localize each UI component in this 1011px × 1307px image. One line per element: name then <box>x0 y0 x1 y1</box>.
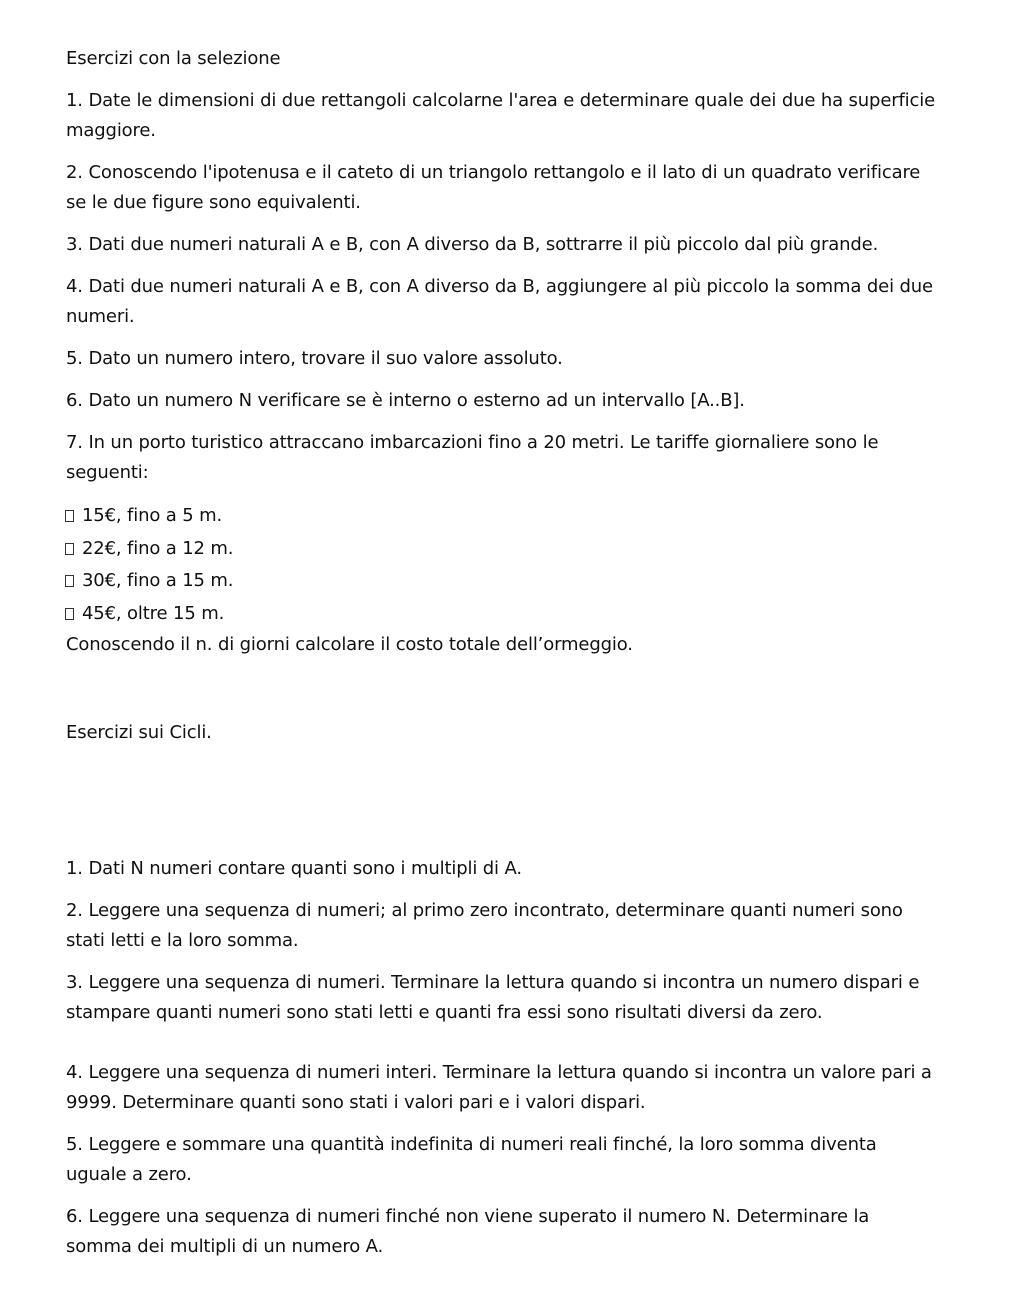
selection-exercise-7: 7. In un porto turistico attraccano imbarcazioni fino a 20 metri. Le tariffe giornaliere sono le seguenti: <box>66 432 879 483</box>
selection-exercise-3: 3. Dati due numeri naturali A e B, con A diverso da B, sottrarre il più piccolo dal più grande. <box>66 234 879 255</box>
tariff-text: 30€, fino a 15 m. <box>82 570 234 591</box>
cycles-section-title: Esercizi sui Cicli. <box>66 722 212 743</box>
tariff-item <box>66 533 936 566</box>
selection-exercise-1: 1. Date le dimensioni di due rettangoli calcolarne l'area e determinare quale dei due ha superficie maggiore. <box>66 90 936 141</box>
tariff-text: 15€, fino a 5 m. <box>82 505 223 526</box>
cycles-exercise-4: 4. Leggere una sequenza di numeri interi. Terminare la lettura quando si incontra un valore pari a 9999. Determinare quanti sono stati i valori pari e i valori dispari. <box>66 1062 932 1113</box>
selection-exercise-7-conclusion: Conoscendo il n. di giorni calcolare il costo totale dell’ormeggio. <box>66 634 633 655</box>
tariff-item <box>66 598 936 631</box>
cycles-exercise-5: 5. Leggere e sommare una quantità indefinita di numeri reali finché, la loro somma diventa uguale a zero. <box>66 1134 877 1185</box>
cycles-exercise-6: 6. Leggere una sequenza di numeri finché non viene superato il numero N. Determinare la somma dei multipli di un numero A. <box>66 1206 870 1257</box>
cycles-exercise-3: 3. Leggere una sequenza di numeri. Terminare la lettura quando si incontra un numero dispari e stampare quanti numeri sono stati letti e quanti fra essi sono risultati diversi da zero. <box>66 972 920 1023</box>
document-page <box>66 44 936 1274</box>
missing-glyph-icon <box>65 608 74 620</box>
missing-glyph-icon <box>65 575 74 587</box>
missing-glyph-icon <box>65 543 74 555</box>
selection-exercise-2: 2. Conoscendo l'ipotenusa e il cateto di un triangolo rettangolo e il lato di un quadrato verificare se le due figure sono equivalenti. <box>66 162 921 213</box>
selection-section-title: Esercizi con la selezione <box>66 48 281 69</box>
tariff-item <box>66 565 936 598</box>
selection-exercise-5: 5. Dato un numero intero, trovare il suo valore assoluto. <box>66 348 563 369</box>
tariff-text: 22€, fino a 12 m. <box>82 537 234 559</box>
cycles-exercise-1: 1. Dati N numeri contare quanti sono i multipli di A. <box>66 858 522 879</box>
tariff-list <box>66 500 936 630</box>
selection-exercise-6: 6. Dato un numero N verificare se è interno o esterno ad un intervallo [A..B]. <box>66 390 745 411</box>
cycles-exercise-2: 2. Leggere una sequenza di numeri; al primo zero incontrato, determinare quanti numeri sono stati letti e la loro somma. <box>66 900 903 951</box>
tariff-item <box>66 500 936 533</box>
selection-exercise-4: 4. Dati due numeri naturali A e B, con A diverso da B, aggiungere al più piccolo la somma dei due numeri. <box>66 276 933 327</box>
missing-glyph-icon <box>65 510 74 522</box>
tariff-text: 45€, oltre 15 m. <box>82 602 225 624</box>
